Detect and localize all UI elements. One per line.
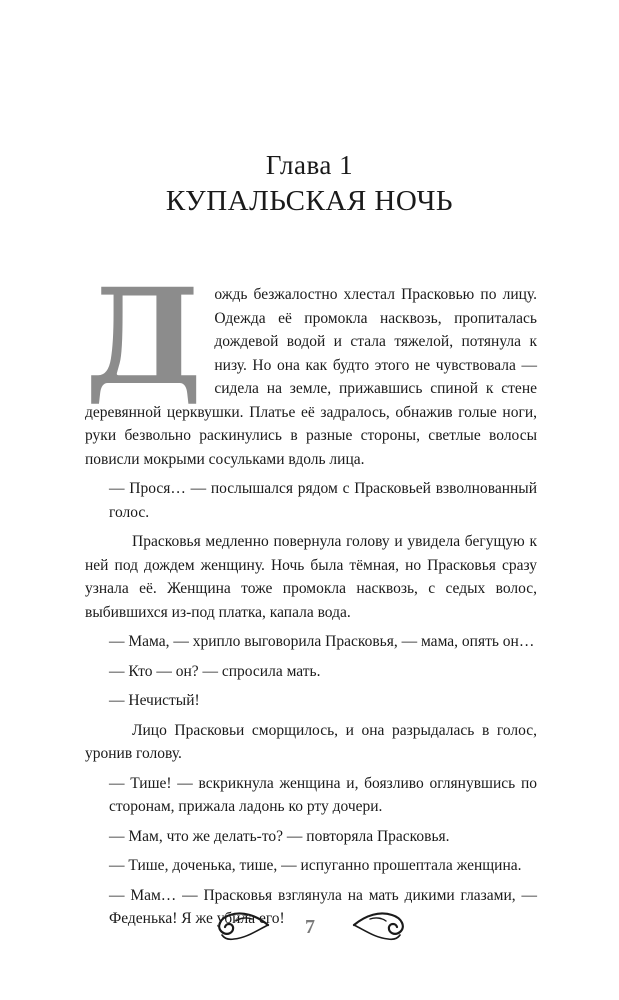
opening-text: ождь безжалостно хлестал Прасковью по лицу. Одежда её промокла насквозь, пропиталась дождевой водой и стала тяжелой, потянула к низу. Но она как будто этого не чувствовала — сидела на земле, прижавшись спиной к стене деревянной церквушки. Платье её задралось, обнажив голые ноги, руки безвольно раскинулись в разные стороны, светлые волосы повисли мокрыми сосульками вдоль лица. xyxy=(85,286,537,468)
dialog-line: — Тише! — вскрикнула женщина и, боязливо оглянувшись по сторонам, прижала ладонь ко рту дочери. xyxy=(109,774,537,815)
dialog-line: — Мама, — хрипло выговорила Прасковья, — мама, опять он… xyxy=(109,633,535,650)
dialog-line: — Кто — он? — спросила мать. xyxy=(109,662,321,680)
dialog-line: — Тише, доченька, тише, — испуганно прошептала женщина. xyxy=(109,857,522,874)
page-footer xyxy=(0,905,619,950)
dialog-line: — Нечистый! xyxy=(109,692,200,709)
paragraph: Лицо Прасковьи сморщилось, и она разрыдалась в голос, уронив голову. xyxy=(85,721,537,762)
chapter-body xyxy=(85,260,537,937)
dialog-line: — Мам, что же делать-то? — повторяла Прасковья. xyxy=(109,827,450,845)
paragraph: Прасковья медленно повернула голову и увидела бегущую к ней под дождем женщину. Ночь была тёмная, но Прасковья сразу узнала её. Женщина тоже промокла насквозь, с седых волос, выбившихся из-под платка, капала вода. xyxy=(85,533,537,621)
right-flourish-icon xyxy=(352,905,410,945)
drop-cap: Д xyxy=(85,260,203,415)
dialog-line: — Прося… — послышался рядом с Прасковьей взволнованный голос. xyxy=(109,480,537,521)
left-flourish-icon xyxy=(212,905,270,945)
dialog-line: — Мам… — Прасковья взглянула на мать дикими глазами, — Феденька! Я же убила его! xyxy=(109,886,537,927)
opening-paragraph xyxy=(85,260,537,471)
chapter-title: КУПАЛЬСКАЯ НОЧЬ xyxy=(165,185,454,217)
page-number: 7 xyxy=(305,916,315,938)
chapter-number: Глава 1 xyxy=(265,150,354,180)
